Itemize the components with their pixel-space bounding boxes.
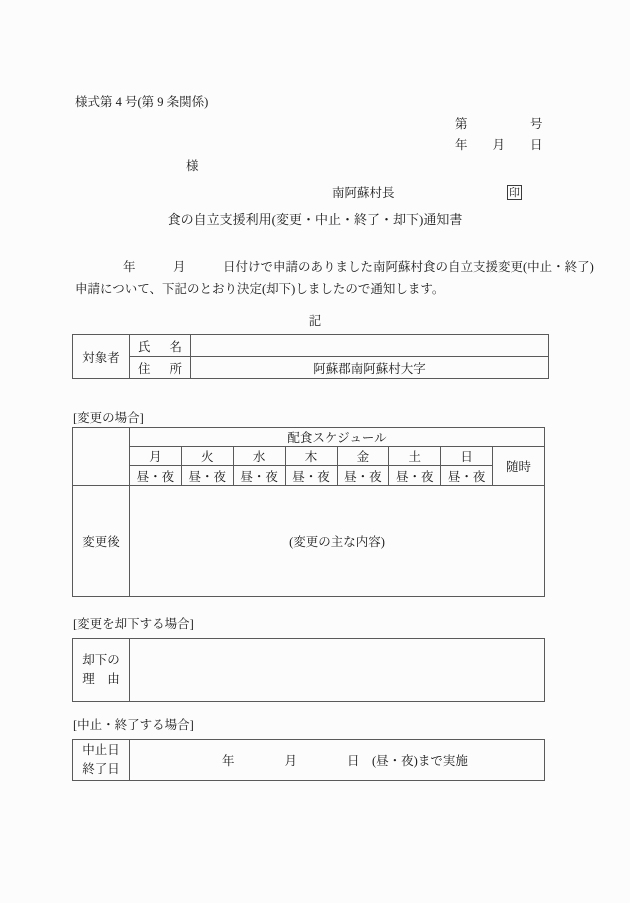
stop-end-date-label	[73, 740, 130, 781]
meal-option-wed[interactable]: 昼・夜	[233, 466, 285, 486]
day-header-fri: 金	[337, 447, 389, 466]
end-date-label-line-2: 終了日	[82, 762, 120, 776]
page-title: 食の自立支援利用(変更・中止・終了・却下)通知書	[167, 212, 463, 227]
table-row	[73, 639, 545, 702]
table-row	[73, 466, 545, 486]
address-label-char-b: 所	[169, 361, 182, 376]
addressee-suffix: 様	[186, 159, 199, 173]
address-value-field[interactable]: 阿蘇郡南阿蘇村大字	[191, 357, 549, 379]
target-person-table	[72, 334, 549, 379]
meal-option-sun[interactable]: 昼・夜	[441, 466, 493, 486]
meal-option-tue[interactable]: 昼・夜	[181, 466, 233, 486]
anytime-label: 随時	[493, 447, 545, 486]
address-field-label	[130, 357, 191, 379]
stop-date-label-line-1: 中止日	[82, 743, 120, 757]
meal-option-thu[interactable]: 昼・夜	[285, 466, 337, 486]
section-label-stop-end-case: [中止・終了する場合]	[73, 718, 194, 732]
target-person-label: 対象者	[73, 335, 130, 379]
reject-reason-label-line-1: 却下の	[82, 653, 120, 667]
section-label-reject-case: [変更を却下する場合]	[73, 617, 194, 631]
body-paragraph-line-2: 申請について、下記のとおり決定(却下)しましたので通知します。	[75, 282, 445, 296]
schedule-header-label: 配食スケジュール	[130, 428, 545, 447]
body-paragraph	[75, 256, 594, 300]
stop-end-date-value-field[interactable]: 年 月 日 (昼・夜)まで実施	[130, 740, 545, 781]
table-row	[73, 447, 545, 466]
document-date-line: 年 月 日	[455, 138, 543, 152]
table-row	[73, 486, 545, 597]
address-label-char-a: 住	[138, 361, 170, 376]
change-content-note[interactable]: (変更の主な内容)	[130, 486, 545, 597]
table-row	[73, 428, 545, 447]
day-header-sun: 日	[441, 447, 493, 466]
delivery-schedule-table	[72, 427, 545, 597]
reject-reason-label-line-2: 理 由	[82, 672, 120, 686]
body-paragraph-line-1: 年 月 日付けで申請のありました南阿蘇村食の自立支援変更(中止・終了)	[123, 260, 594, 274]
reject-reason-value-field[interactable]	[130, 639, 545, 702]
day-header-wed: 水	[233, 447, 285, 466]
reject-reason-label	[73, 639, 130, 702]
day-header-mon: 月	[130, 447, 182, 466]
reject-reason-table	[72, 638, 545, 702]
seal-stamp-icon: 印	[509, 187, 520, 199]
name-value-field[interactable]	[191, 335, 549, 357]
schedule-side-blank	[73, 428, 130, 486]
ki-marker: 記	[308, 314, 322, 328]
day-header-thu: 木	[285, 447, 337, 466]
day-header-sat: 土	[389, 447, 441, 466]
table-row	[73, 335, 549, 357]
table-row	[73, 740, 545, 781]
schedule-side-label-after-change: 変更後	[73, 486, 130, 597]
table-row	[73, 357, 549, 379]
document-number-line: 第 号	[455, 117, 543, 131]
name-label-char-b: 名	[169, 339, 182, 354]
issuer-name: 南阿蘇村長	[332, 186, 395, 200]
section-label-change-case: [変更の場合]	[73, 411, 144, 425]
stop-end-date-table	[72, 739, 545, 781]
meal-option-sat[interactable]: 昼・夜	[389, 466, 441, 486]
name-label-char-a: 氏	[138, 339, 170, 354]
form-number: 様式第 4 号(第 9 条関係)	[75, 95, 209, 109]
day-header-tue: 火	[181, 447, 233, 466]
meal-option-fri[interactable]: 昼・夜	[337, 466, 389, 486]
name-field-label	[130, 335, 191, 357]
meal-option-mon[interactable]: 昼・夜	[130, 466, 182, 486]
